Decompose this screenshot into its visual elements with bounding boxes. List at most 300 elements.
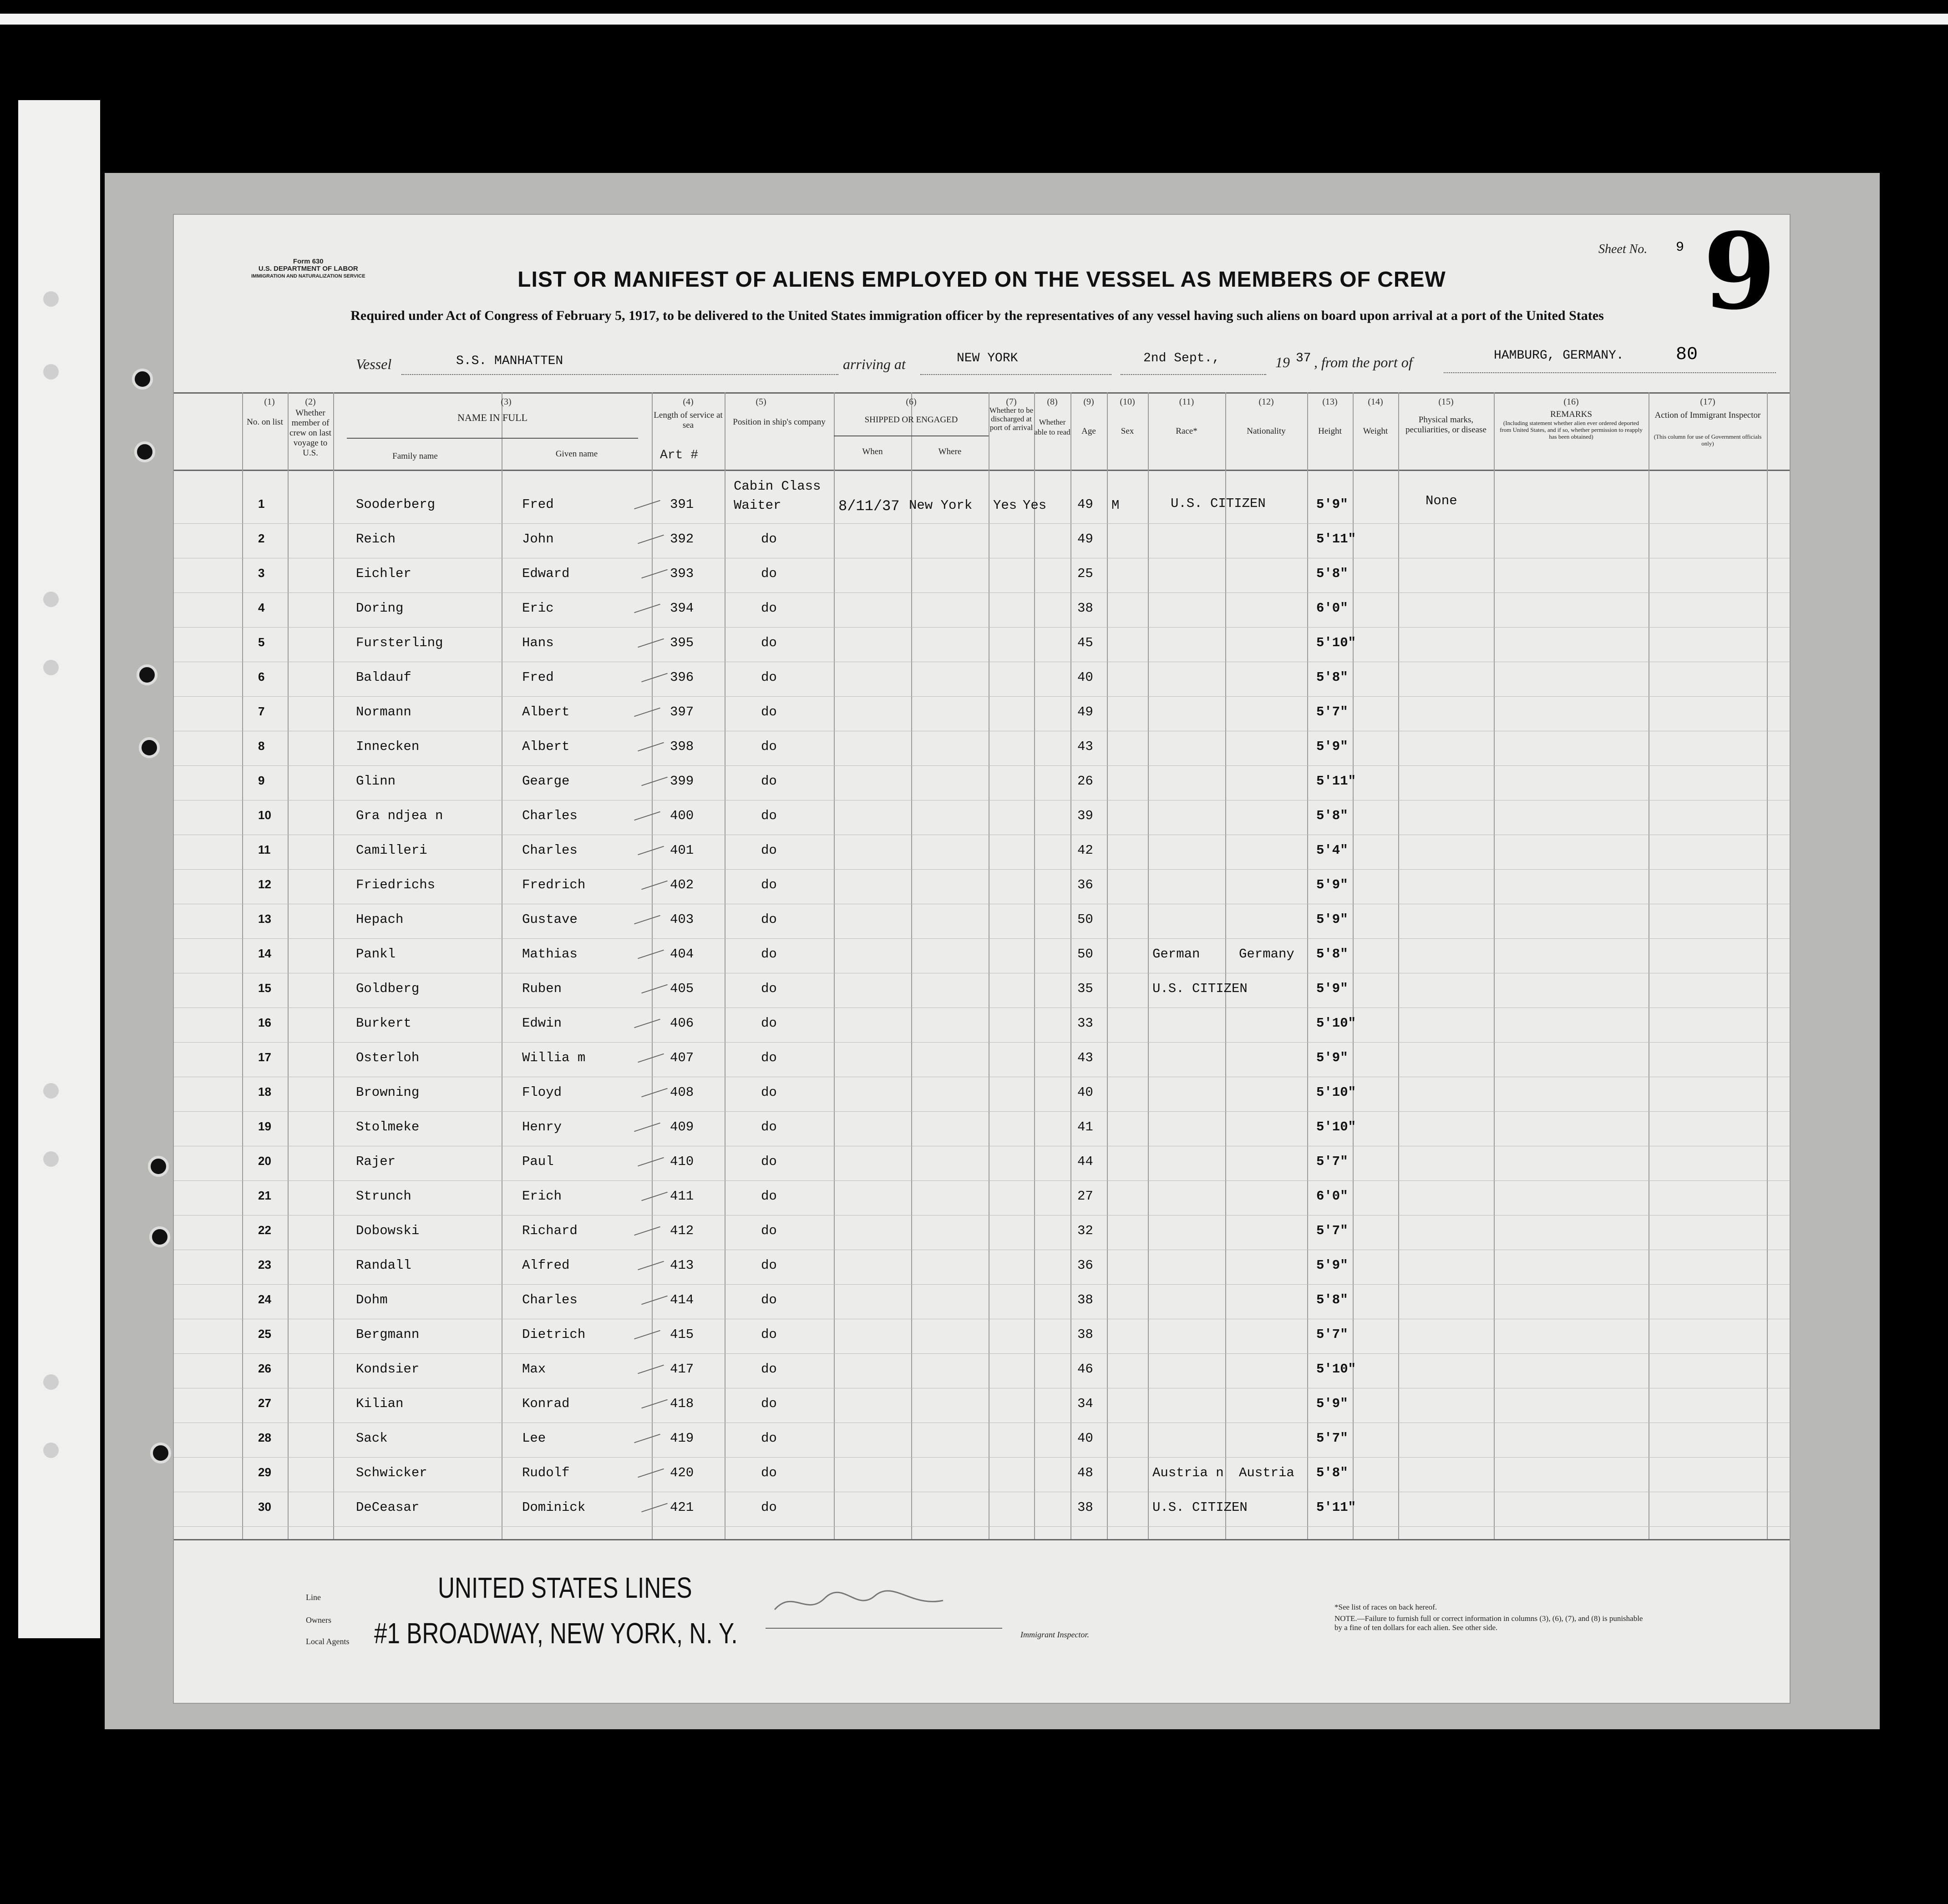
col-number: (9) [1083, 397, 1094, 407]
art-number: 417 [670, 1362, 694, 1377]
hdr-length-service: Length of service at sea [654, 410, 723, 430]
position-value: do [761, 1292, 777, 1307]
height-value: 5'9" [1316, 1258, 1348, 1273]
position-value: do [761, 808, 777, 823]
art-number: 395 [670, 635, 694, 650]
height-value: 5'10" [1316, 1085, 1356, 1100]
row-number: 28 [258, 1431, 271, 1444]
manifest-title: LIST OR MANIFEST OF ALIENS EMPLOYED ON THE VESSEL AS MEMBERS OF CREW [517, 268, 1446, 292]
binder-strip [18, 100, 100, 1638]
age-value: 43 [1077, 1050, 1093, 1065]
height-value: 5'8" [1316, 947, 1348, 962]
height-value: 5'7" [1316, 1327, 1348, 1342]
height-value: 5'4" [1316, 843, 1348, 858]
row-number: 1 [258, 497, 265, 511]
row-number: 21 [258, 1189, 271, 1202]
position-value: do [761, 1119, 777, 1134]
height-value: 5'8" [1316, 1292, 1348, 1307]
age-value: 32 [1077, 1223, 1093, 1238]
year-suffix: 37 [1296, 351, 1311, 365]
family-name: Stolmeke [356, 1119, 420, 1134]
given-name: Gustave [522, 912, 578, 927]
family-name: Kondsier [356, 1362, 420, 1377]
large-sheet-number: 9 [1703, 210, 1776, 333]
height-value: 5'10" [1316, 1016, 1356, 1031]
check-mark [641, 1503, 668, 1512]
age-value: 38 [1077, 1500, 1093, 1515]
arriving-port: NEW YORK [957, 351, 1018, 365]
art-number: 420 [670, 1465, 694, 1480]
position-value: do [761, 532, 777, 547]
hdr-nationality: Nationality [1247, 426, 1286, 436]
age-value: 49 [1077, 497, 1093, 512]
given-name: Dietrich [522, 1327, 586, 1342]
given-name: Richard [522, 1223, 578, 1238]
position-value: do [761, 1431, 777, 1446]
age-value: 45 [1077, 635, 1093, 650]
check-mark [634, 1434, 660, 1443]
check-mark [641, 1088, 668, 1097]
check-mark [641, 984, 668, 993]
art-number: 413 [670, 1258, 694, 1273]
hdr-given-name: Given name [555, 449, 598, 459]
binder-hole [43, 1443, 59, 1458]
given-name: John [522, 532, 554, 547]
given-name: Fred [522, 497, 554, 512]
height-value: 5'8" [1316, 670, 1348, 685]
year-prefix: 19 [1275, 354, 1290, 370]
fine-note: NOTE.—Failure to furnish full or correct information in columns (3), (6), (7), and (8) is punishable by a fine of ten dollars for each alien. See other side. [1334, 1614, 1643, 1632]
row-rule [174, 523, 1790, 524]
position-value: do [761, 601, 777, 616]
family-name: Glinn [356, 774, 396, 789]
height-value: 6'0" [1316, 601, 1348, 616]
check-mark [638, 1365, 664, 1374]
given-name: Floyd [522, 1085, 562, 1100]
age-value: 38 [1077, 601, 1093, 616]
row-number: 30 [258, 1500, 271, 1514]
position-value: do [761, 670, 777, 685]
binder-hole [43, 364, 59, 380]
row-number: 27 [258, 1396, 271, 1410]
art-number: 393 [670, 566, 694, 581]
position-value: do [761, 635, 777, 650]
family-name: Hepach [356, 912, 404, 927]
age-value: 48 [1077, 1465, 1093, 1480]
family-name: Reich [356, 532, 396, 547]
height-value: 5'8" [1316, 1465, 1348, 1480]
row-number: 3 [258, 566, 265, 580]
sheet-number: 9 [1676, 240, 1684, 255]
line-stamp: UNITED STATES LINES [438, 1571, 692, 1604]
age-value: 40 [1077, 1085, 1093, 1100]
height-value: 5'11" [1316, 774, 1356, 789]
hdr-where: Where [938, 447, 962, 456]
given-name: Charles [522, 1292, 578, 1307]
col-number: (11) [1179, 397, 1194, 407]
check-mark [638, 535, 664, 544]
age-value: 42 [1077, 843, 1093, 858]
art-number: 419 [670, 1431, 694, 1446]
family-name: Kilian [356, 1396, 404, 1411]
position-value: do [761, 704, 777, 719]
position-value: do [761, 912, 777, 927]
art-number: 394 [670, 601, 694, 616]
check-mark [638, 1053, 664, 1063]
check-mark [634, 811, 660, 820]
art-number: 408 [670, 1085, 694, 1100]
row-number: 11 [258, 843, 271, 856]
age-value: 27 [1077, 1189, 1093, 1204]
position-line1: Cabin Class [734, 479, 821, 494]
row-rule [174, 1042, 1790, 1043]
given-name: Albert [522, 739, 570, 754]
given-name: Alfred [522, 1258, 570, 1273]
family-name: Normann [356, 704, 411, 719]
row-number: 25 [258, 1327, 271, 1341]
art-number: 392 [670, 532, 694, 547]
position-value: do [761, 947, 777, 962]
col-number: (4) [683, 397, 694, 407]
art-number: 418 [670, 1396, 694, 1411]
check-mark [638, 1261, 664, 1270]
manifest-subtitle: Required under Act of Congress of February 5, 1917, to be delivered to the United States immigration officer by the representatives of any vessel having such aliens on board upon arrival at a port of the United States [350, 308, 1604, 323]
punch-hole [149, 1226, 170, 1247]
service-name: IMMIGRATION AND NATURALIZATION SERVICE [251, 273, 365, 279]
height-value: 5'9" [1316, 1396, 1348, 1411]
art-number: 400 [670, 808, 694, 823]
inspector-label: Immigrant Inspector. [1020, 1630, 1089, 1639]
family-name: Browning [356, 1085, 420, 1100]
row-rule [174, 765, 1790, 766]
height-value: 5'9" [1316, 981, 1348, 996]
position-value: do [761, 566, 777, 581]
row-rule [174, 627, 1790, 628]
race-value: U.S. CITIZEN [1152, 1500, 1248, 1515]
hdr-action-inspector: Action of Immigrant Inspector [1654, 410, 1761, 420]
art-number: 403 [670, 912, 694, 927]
punch-hole [148, 1156, 169, 1177]
col-number: (13) [1322, 397, 1338, 407]
check-mark [634, 1019, 660, 1028]
row-rule [174, 1180, 1790, 1181]
col-number: (16) [1563, 397, 1579, 407]
age-value: 46 [1077, 1362, 1093, 1377]
art-number: 397 [670, 704, 694, 719]
race-nationality-value: U.S. CITIZEN [1171, 496, 1266, 511]
art-number: 411 [670, 1189, 694, 1204]
physical-marks-value: None [1425, 493, 1457, 508]
art-number: 412 [670, 1223, 694, 1238]
family-name: Bergmann [356, 1327, 420, 1342]
age-value: 44 [1077, 1154, 1093, 1169]
row-number: 5 [258, 635, 265, 649]
hdr-age: Age [1081, 426, 1096, 436]
age-value: 26 [1077, 774, 1093, 789]
row-number: 9 [258, 774, 265, 787]
given-name: Gearge [522, 774, 570, 789]
family-name: Innecken [356, 739, 420, 754]
page-reference-number: 80 [1676, 344, 1698, 365]
family-name: Osterloh [356, 1050, 420, 1065]
family-name: Baldauf [356, 670, 411, 685]
binder-hole [43, 291, 59, 307]
height-value: 5'9" [1316, 497, 1348, 512]
given-name: Max [522, 1362, 546, 1377]
given-name: Hans [522, 635, 554, 650]
hdr-family-name: Family name [392, 451, 438, 461]
age-value: 41 [1077, 1119, 1093, 1134]
row-rule [174, 938, 1790, 939]
family-name: Pankl [356, 947, 396, 962]
art-number: 407 [670, 1050, 694, 1065]
given-name: Lee [522, 1431, 546, 1446]
age-value: 36 [1077, 1258, 1093, 1273]
punch-hole [150, 1443, 171, 1463]
position-value: do [761, 981, 777, 996]
position-value: do [761, 843, 777, 858]
age-value: 50 [1077, 912, 1093, 927]
art-number: 405 [670, 981, 694, 996]
given-name: Henry [522, 1119, 562, 1134]
scan-top-border [0, 14, 1948, 25]
vessel-label: Vessel [356, 356, 392, 372]
age-value: 49 [1077, 704, 1093, 719]
hdr-sex: Sex [1121, 426, 1134, 436]
age-value: 38 [1077, 1327, 1093, 1342]
crew-table [174, 392, 1790, 1544]
row-rule [174, 1457, 1790, 1458]
col-number: (17) [1700, 397, 1715, 407]
given-name: Fred [522, 670, 554, 685]
col-number: (10) [1120, 397, 1135, 407]
age-value: 40 [1077, 670, 1093, 685]
row-rule [174, 869, 1790, 870]
age-value: 38 [1077, 1292, 1093, 1307]
punch-hole [139, 737, 160, 758]
given-name: Willia m [522, 1050, 586, 1065]
height-value: 5'8" [1316, 808, 1348, 823]
hdr-remarks: REMARKS [1550, 410, 1592, 419]
check-mark [638, 950, 664, 959]
row-number: 16 [258, 1016, 271, 1029]
hdr-discharged: Whether to be discharged at port of arrival [989, 406, 1034, 432]
nationality-value: Austria [1239, 1465, 1294, 1480]
position-value: do [761, 739, 777, 754]
manifest-footer [174, 1571, 1790, 1698]
hdr-action-note: (This column for use of Government officials only) [1654, 433, 1762, 447]
arrival-date: 2nd Sept., [1143, 351, 1220, 365]
hdr-able-read: Whether able to read [1034, 418, 1070, 436]
height-value: 5'10" [1316, 1119, 1356, 1134]
position-value: do [761, 1465, 777, 1480]
height-value: 5'10" [1316, 1362, 1356, 1377]
vessel-info-row [174, 351, 1790, 379]
row-number: 8 [258, 739, 265, 753]
col-number: (5) [756, 397, 766, 407]
row-number: 18 [258, 1085, 271, 1099]
hdr-art-number: Art # [659, 448, 698, 462]
agents-stamp: #1 BROADWAY, NEW YORK, N. Y. [374, 1617, 738, 1650]
row-number: 26 [258, 1362, 271, 1375]
col-number: (12) [1258, 397, 1274, 407]
check-mark [638, 638, 664, 648]
shipped-where: New York [909, 498, 973, 513]
hdr-position: Position in ship's company [733, 417, 826, 427]
binder-hole [43, 1151, 59, 1167]
hdr-no-on-list: No. on list [247, 417, 283, 427]
art-number: 396 [670, 670, 694, 685]
col-number: (3) [501, 397, 512, 407]
family-name: Schwicker [356, 1465, 427, 1480]
hdr-remarks-note: (Including statement whether alien ever ordered deported from United States, and if so, whether permission to reapply has been obtained) [1500, 420, 1643, 440]
race-value: Austria n [1152, 1465, 1224, 1480]
race-value: German [1152, 947, 1200, 962]
from-port-label: , from the port of [1314, 354, 1413, 370]
family-name: Burkert [356, 1016, 411, 1031]
art-number: 421 [670, 1500, 694, 1515]
check-mark [634, 1123, 660, 1132]
check-mark [641, 777, 668, 786]
check-mark [638, 1469, 664, 1478]
row-number: 13 [258, 912, 271, 926]
col-number: (7) [1006, 397, 1017, 407]
position-value: do [761, 1327, 777, 1342]
row-rule [174, 696, 1790, 697]
binder-hole [43, 592, 59, 607]
age-value: 50 [1077, 947, 1093, 962]
position-value: do [761, 1050, 777, 1065]
nationality-value: Germany [1239, 947, 1294, 962]
check-mark [634, 500, 660, 509]
check-mark [641, 569, 668, 578]
check-mark [634, 604, 660, 613]
age-value: 35 [1077, 981, 1093, 996]
family-name: Sooderberg [356, 497, 436, 512]
art-number: 415 [670, 1327, 694, 1342]
family-name: Randall [356, 1258, 411, 1273]
row-number: 12 [258, 877, 271, 891]
col-number: (6) [906, 397, 917, 407]
family-name: Fursterling [356, 635, 443, 650]
height-value: 5'7" [1316, 704, 1348, 719]
vessel-name: S.S. MANHATTEN [456, 354, 563, 368]
row-number: 19 [258, 1119, 271, 1133]
height-value: 5'9" [1316, 877, 1348, 892]
able-read-value: Yes [1023, 498, 1047, 513]
family-name: Strunch [356, 1189, 411, 1204]
height-value: 5'10" [1316, 635, 1356, 650]
check-mark [634, 1330, 660, 1339]
hdr-whether-member: Whether member of crew on last voyage to U.S. [289, 408, 331, 458]
given-name: Rudolf [522, 1465, 570, 1480]
position-value: do [761, 1016, 777, 1031]
row-rule [174, 1284, 1790, 1285]
age-value: 39 [1077, 808, 1093, 823]
given-name: Konrad [522, 1396, 570, 1411]
given-name: Dominick [522, 1500, 586, 1515]
position-value: do [761, 774, 777, 789]
row-number: 17 [258, 1050, 271, 1064]
position-line2: Waiter [734, 498, 781, 513]
family-name: Sack [356, 1431, 388, 1446]
given-name: Albert [522, 704, 570, 719]
given-name: Paul [522, 1154, 554, 1169]
manifest-sheet [173, 210, 1791, 1704]
given-name: Charles [522, 843, 578, 858]
row-number: 29 [258, 1465, 271, 1479]
age-value: 33 [1077, 1016, 1093, 1031]
check-mark [634, 915, 660, 924]
shipped-when: 8/11/37 [838, 498, 900, 515]
height-value: 5'11" [1316, 1500, 1356, 1515]
row-number: 24 [258, 1292, 271, 1306]
age-value: 40 [1077, 1431, 1093, 1446]
check-mark [638, 1157, 664, 1166]
discharged-value: Yes [993, 498, 1017, 513]
art-number: 410 [670, 1154, 694, 1169]
position-value: do [761, 1258, 777, 1273]
check-mark [641, 1192, 668, 1201]
row-rule [174, 592, 1790, 593]
art-number: 398 [670, 739, 694, 754]
art-number: 399 [670, 774, 694, 789]
row-number: 15 [258, 981, 271, 995]
art-number: 414 [670, 1292, 694, 1307]
art-number: 391 [670, 497, 694, 512]
department-name: U.S. DEPARTMENT OF LABOR [258, 265, 358, 273]
family-name: Doring [356, 601, 404, 616]
given-name: Edwin [522, 1016, 562, 1031]
race-value: U.S. CITIZEN [1152, 981, 1248, 996]
hdr-physical-marks: Physical marks, peculiarities, or disease [1405, 415, 1486, 435]
height-value: 5'8" [1316, 566, 1348, 581]
height-value: 5'9" [1316, 912, 1348, 927]
age-value: 25 [1077, 566, 1093, 581]
row-number: 14 [258, 947, 271, 960]
hdr-shipped-engaged: SHIPPED OR ENGAGED [864, 415, 958, 425]
given-name: Mathias [522, 947, 578, 962]
row-rule [174, 1526, 1790, 1527]
check-mark [641, 1296, 668, 1305]
col-number: (14) [1368, 397, 1383, 407]
col-number: (15) [1438, 397, 1454, 407]
row-number: 22 [258, 1223, 271, 1237]
height-value: 5'9" [1316, 739, 1348, 754]
family-name: Dohm [356, 1292, 388, 1307]
row-number: 20 [258, 1154, 271, 1168]
position-value: do [761, 1362, 777, 1377]
check-mark [638, 846, 664, 855]
art-number: 406 [670, 1016, 694, 1031]
row-number: 4 [258, 601, 265, 614]
art-number: 404 [670, 947, 694, 962]
punch-hole [132, 369, 153, 390]
age-value: 34 [1077, 1396, 1093, 1411]
row-rule [174, 1111, 1790, 1112]
check-mark [641, 881, 668, 890]
punch-hole [137, 664, 157, 685]
family-name: Eichler [356, 566, 411, 581]
hdr-height: Height [1318, 426, 1342, 436]
row-number: 6 [258, 670, 265, 684]
position-value: do [761, 1085, 777, 1100]
given-name: Ruben [522, 981, 562, 996]
position-value: do [761, 1154, 777, 1169]
inspector-signature [766, 1585, 948, 1621]
races-note: *See list of races on back hereof. [1334, 1603, 1437, 1611]
punch-hole [134, 441, 155, 462]
